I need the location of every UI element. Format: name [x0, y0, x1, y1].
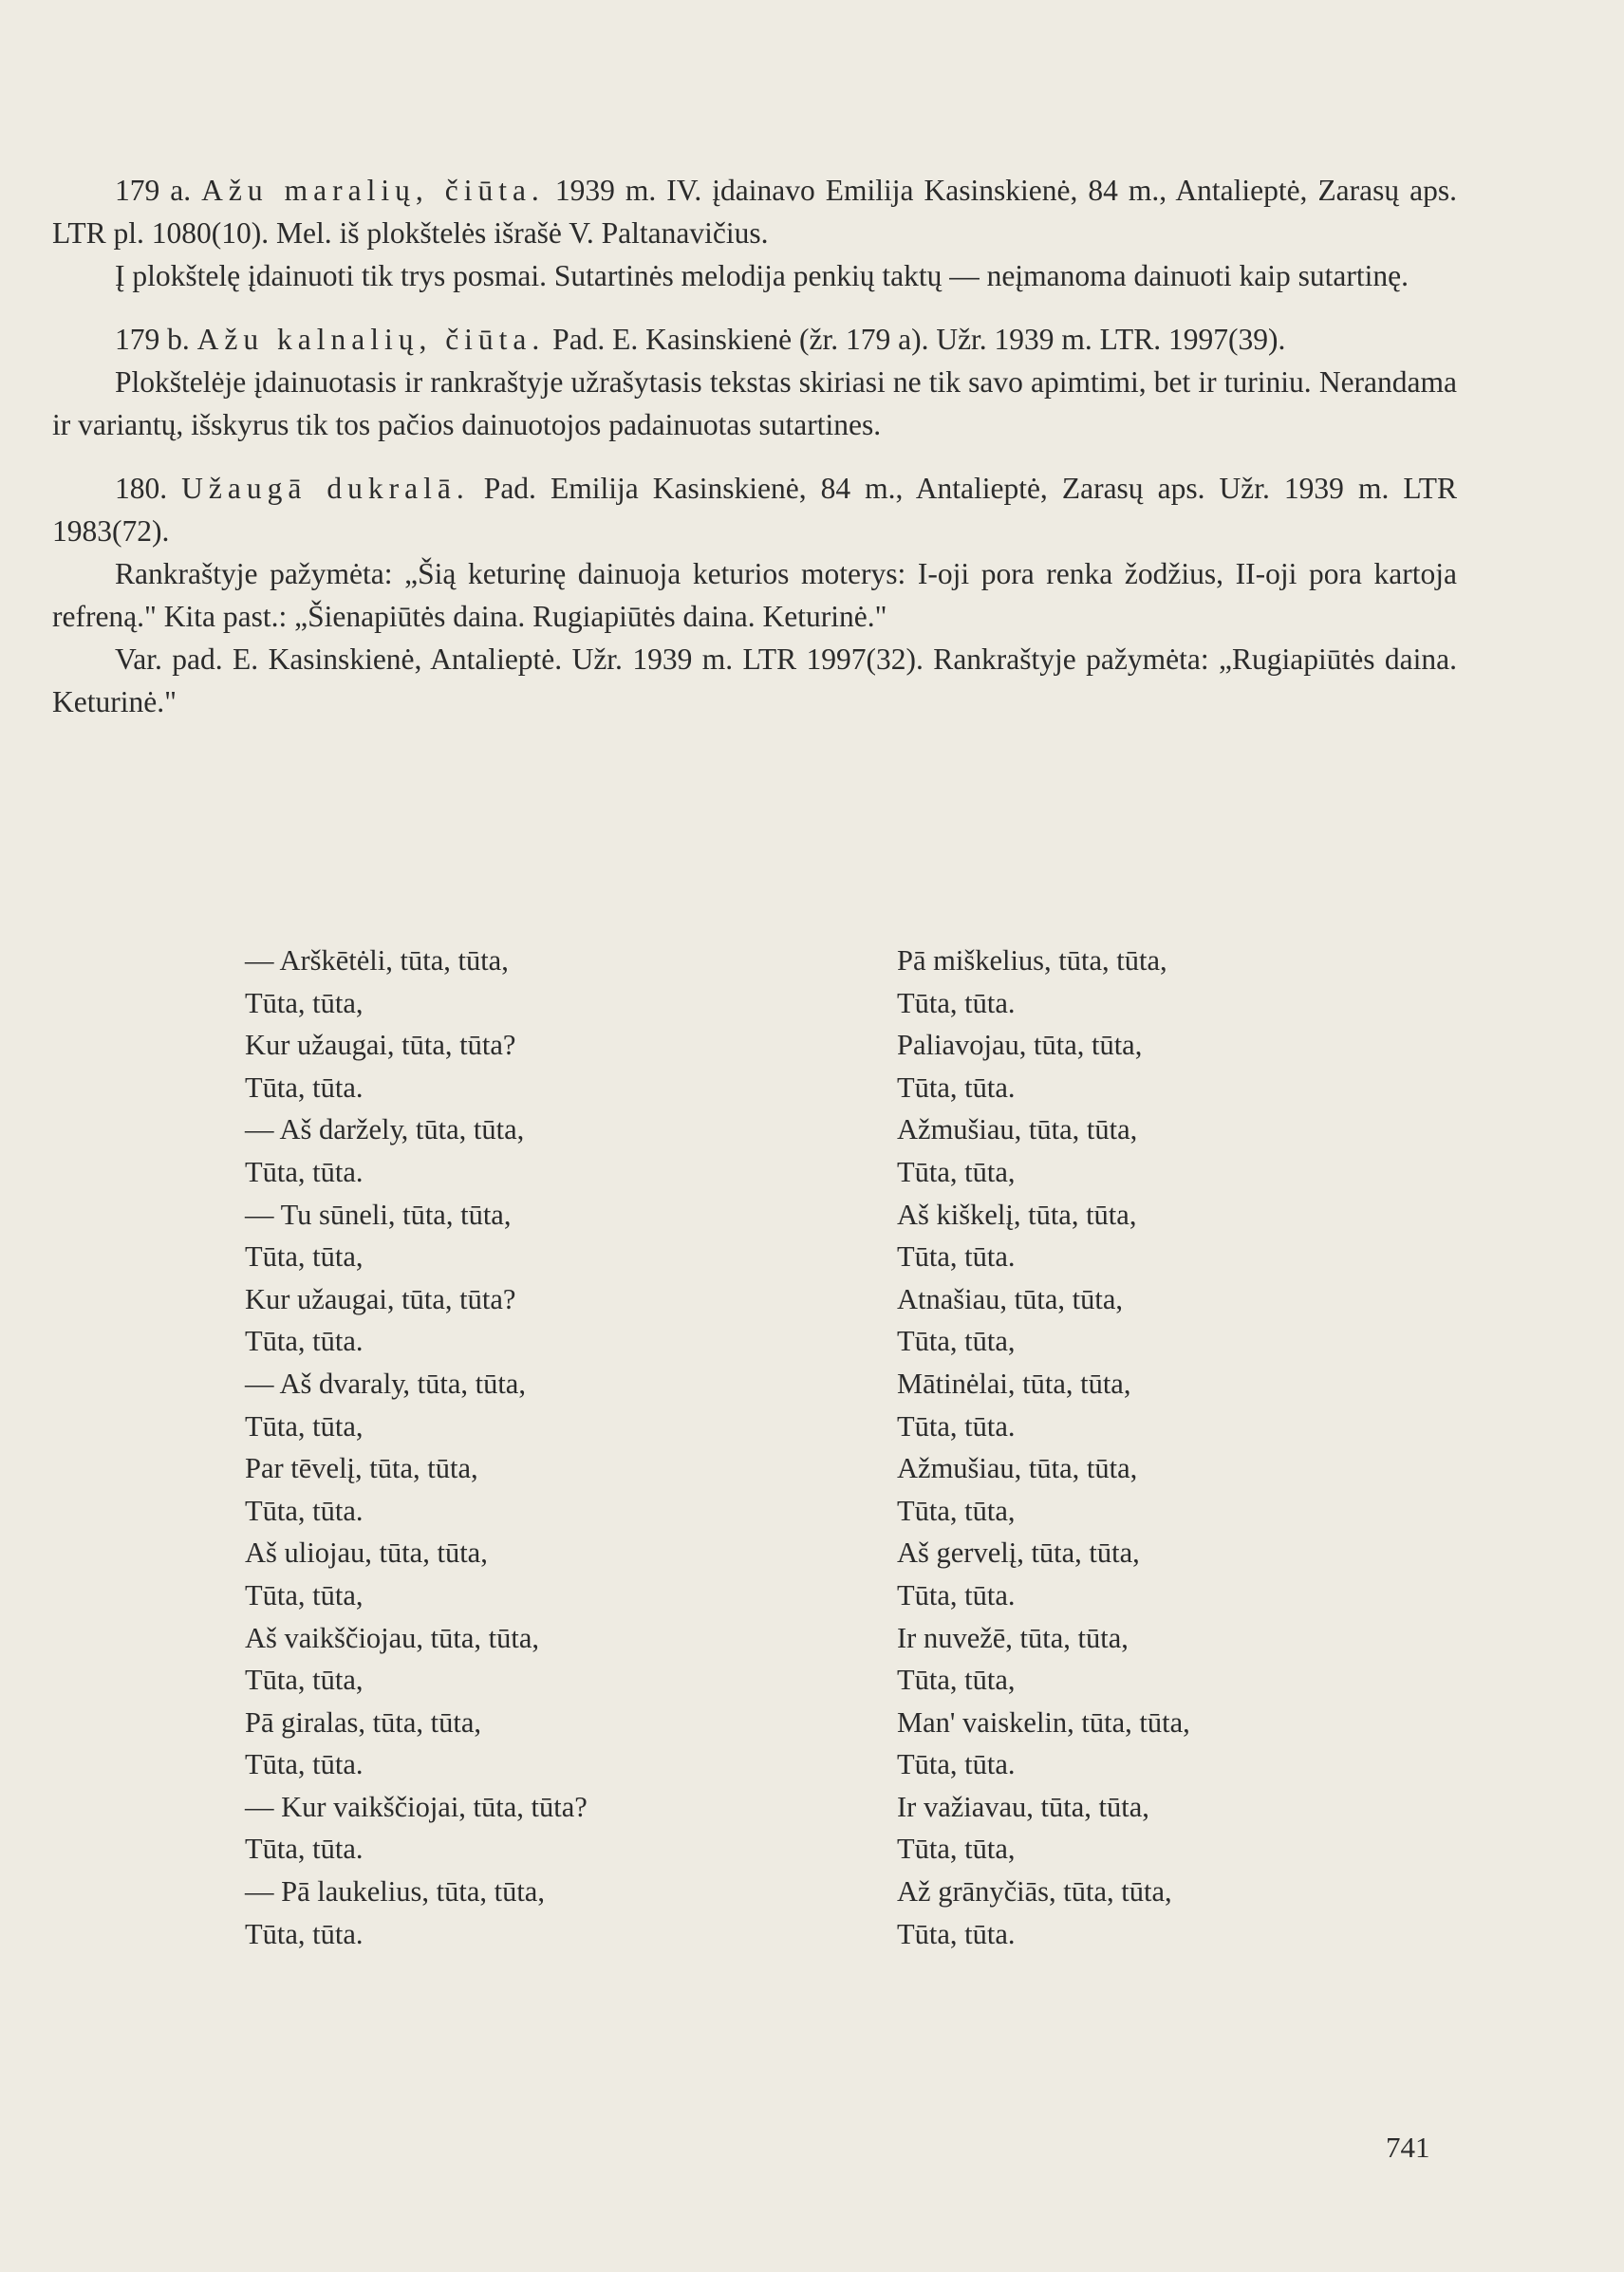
note-number: 179 a. [115, 174, 192, 207]
verse-line: Par tēvelį, tūta, tūta, [245, 1452, 478, 1485]
verse-line: Tūta, tūta. [897, 1917, 1016, 1950]
verse-line: Paliavojau, tūta, tūta, [897, 1029, 1143, 1062]
verse-line: Tūta, tūta. [245, 1748, 364, 1781]
verse-line: Tūta, tūta, [897, 1155, 1016, 1188]
note-180 [52, 467, 1457, 552]
verse-line: Pā miškelius, tūta, tūta, [897, 944, 1167, 977]
verse-line: Aš kiškelį, tūta, tūta, [897, 1198, 1137, 1231]
verse-line: Tūta, tūta, [245, 1664, 364, 1697]
note-text: 1939 m. IV. įdainavo Emilija Kasinskienė, 84 m., Antalieptė, Zarasų aps. LTR pl. 1080(10). Mel. iš plokštelės išrašė V. Paltanavičius. [52, 174, 1458, 250]
verse-line: — Pā laukelius, tūta, tūta, [245, 1875, 545, 1909]
verse-line: Tūta, tūta. [245, 1833, 364, 1866]
song-title: Ažu maralių, čiūta. [201, 174, 545, 207]
verse-line: Tūta, tūta. [245, 1155, 364, 1188]
verse-line: — Aš darželу, tūta, tūta, [245, 1113, 525, 1146]
verse-line: Atnašiau, tūta, tūta, [897, 1282, 1124, 1315]
verse-line: Tūta, tūta. [897, 986, 1016, 1019]
note-179a-remark: Į plokštelę įdainuoti tik trys posmai. Sutartinės melodija penkių taktų — neįmanoma dainuoti kaip sutartinę. [115, 259, 1409, 292]
verse-line: Tūta, tūta, [245, 1240, 364, 1274]
note-179a [52, 169, 1457, 254]
verse-line: Tūta, tūta. [245, 1071, 364, 1104]
verse-line: Ažmušiau, tūta, tūta, [897, 1113, 1138, 1146]
verse-line: — Tu sūneli, tūta, tūta, [245, 1198, 512, 1231]
verse-line: Tūta, tūta. [897, 1748, 1016, 1781]
page-number: 741 [1386, 2131, 1430, 2164]
verse-column-right [897, 940, 1190, 1955]
verse-line: Tūta, tūta, [897, 1325, 1016, 1358]
verse-line: Mātinėlai, tūta, tūta, [897, 1367, 1131, 1400]
verse-line: Aš vaikščiojau, tūta, tūta, [245, 1621, 540, 1654]
note-number: 179 b. [115, 323, 190, 356]
verse-line: Pā giralas, tūta, tūta, [245, 1705, 482, 1739]
verse-line: Ažmušiau, tūta, tūta, [897, 1452, 1138, 1485]
verse-column-left [245, 940, 588, 1955]
verse-line: Tūta, tūta, [245, 1409, 364, 1443]
verse-line: Tūta, tūta, [897, 1833, 1016, 1866]
verse-line: Ir važiavau, tūta, tūta, [897, 1790, 1149, 1823]
commentary-notes [52, 169, 1457, 723]
note-179b-remark: Plokštelėje įdainuotasis ir rankraštyje užrašytasis tekstas skiriasi ne tik savo apimtimi, bet ir turiniu. Nerandama ir variantų, išskyrus tik tos pačios dainuotojos padainuotas sutartines. [52, 365, 1457, 441]
note-number: 180. [115, 472, 168, 505]
verse-line: Tūta, tūta. [897, 1409, 1016, 1443]
verse-line: Aš gervelį, tūta, tūta, [897, 1536, 1140, 1570]
verse-line: Aš uliojau, tūta, tūta, [245, 1536, 488, 1570]
song-title: Užaugā dukralā. [181, 472, 470, 505]
verse-line: Ir nuvežē, tūta, tūta, [897, 1621, 1129, 1654]
verse-line: Tūta, tūta. [245, 1494, 364, 1527]
verse-line: Man' vaiskelin, tūta, tūta, [897, 1705, 1190, 1739]
note-180-variant: Var. pad. E. Kasinskienė, Antalieptė. Užr. 1939 m. LTR 1997(32). Rankraštyje pažymėta: „Rugiapiūtės daina. Keturinė." [52, 642, 1457, 718]
verse-line: Kur užaugai, tūta, tūta? [245, 1282, 516, 1315]
note-text: Pad. Emilija Kasinskienė, 84 m., Antalieptė, Zarasų aps. Užr. 1939 m. LTR 1983(72). [52, 472, 1457, 548]
note-179b [52, 318, 1457, 361]
verse-line: Tūta, tūta, [897, 1664, 1016, 1697]
verse-line: Kur užaugai, tūta, tūta? [245, 1029, 516, 1062]
verse-line: Tūta, tūta, [897, 1494, 1016, 1527]
verse-line: Až grānyčiās, tūta, tūta, [897, 1875, 1172, 1909]
verse-line: Tūta, tūta. [897, 1578, 1016, 1611]
verse-line: — Arškētėli, tūta, tūta, [245, 944, 509, 977]
verse-line: Tūta, tūta. [897, 1071, 1016, 1104]
verse-line: Tūta, tūta, [245, 986, 364, 1019]
verse-line: — Kur vaikščiojai, tūta, tūta? [245, 1790, 588, 1823]
verse-line: — Aš dvaralу, tūta, tūta, [245, 1367, 526, 1400]
note-text: Pad. E. Kasinskienė (žr. 179 a). Užr. 1939 m. LTR. 1997(39). [552, 323, 1286, 356]
verse-line: Tūta, tūta. [245, 1917, 364, 1950]
verse-line: Tūta, tūta, [245, 1578, 364, 1611]
note-180-remark: Rankraštyje pažymėta: „Šią keturinę dainuoja keturios moterys: I-oji pora renka žodžius, II-oji pora kartoja refreną." Kita past.: „Šienapiūtės daina. Rugiapiūtės daina. Keturinė." [52, 557, 1457, 633]
song-title: Ažu kalnalių, čiūta. [196, 323, 546, 356]
verse-line: Tūta, tūta. [897, 1240, 1016, 1274]
verse-line: Tūta, tūta. [245, 1325, 364, 1358]
